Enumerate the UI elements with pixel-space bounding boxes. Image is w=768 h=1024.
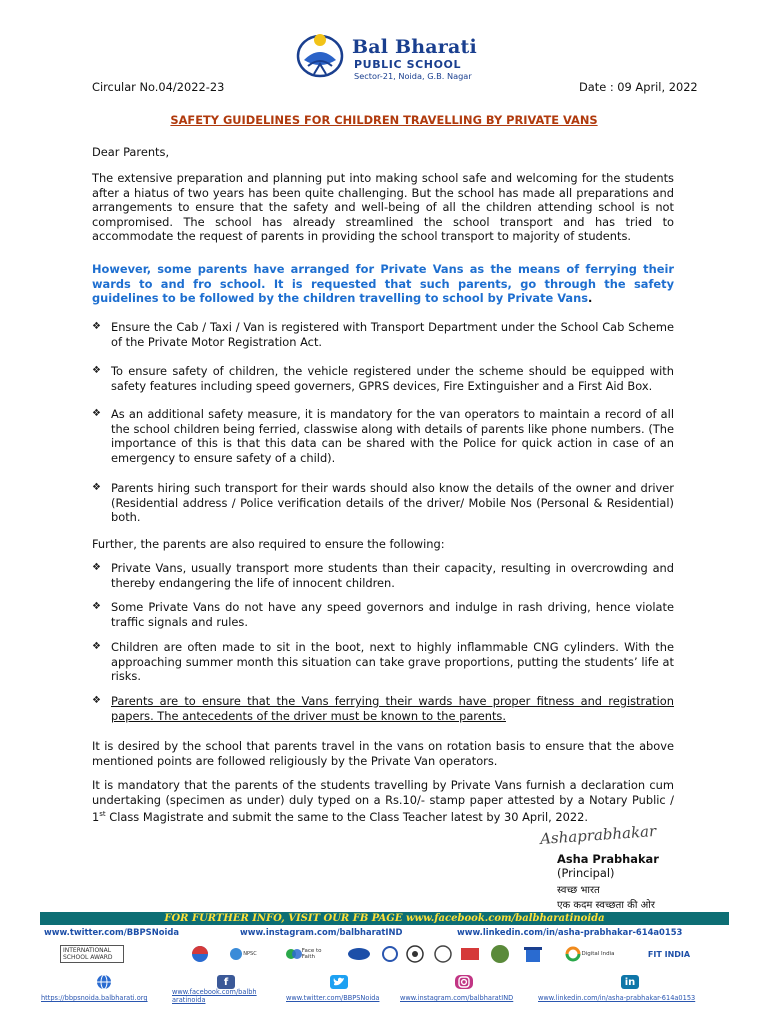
partner-logo — [458, 943, 482, 965]
website-link[interactable]: https://bbpsnoida.balbharati.org — [41, 994, 148, 1002]
instagram-link[interactable]: www.instagram.com/balbharatIND — [240, 927, 403, 937]
bullet-icon: ❖ — [92, 408, 101, 419]
bullet-icon: ❖ — [92, 365, 101, 376]
principal-role: (Principal) — [557, 866, 615, 880]
international-school-award-logo — [60, 943, 124, 965]
bullet-icon: ❖ — [92, 482, 101, 493]
school-name: Bal Bharati — [352, 36, 477, 58]
bullet-text: As an additional safety measure, it is mandatory for the van operators to maintain a record of all the school children being ferried, classwise along with details of parents like phone numbers. (The importance of this is that this data can be shared with the Police for quick action in case of an emergency to ensure safety of a child). — [111, 407, 674, 465]
instagram-icon[interactable] — [455, 975, 473, 989]
linkedin-bottom-link[interactable]: www.linkedin.com/in/asha-prabhakar-614a0153 — [538, 994, 696, 1002]
bin-icon — [522, 945, 544, 963]
bullet-icon: ❖ — [92, 601, 101, 612]
oval-badge-icon — [347, 947, 371, 961]
circular-number: Circular No.04/2022-23 — [92, 80, 225, 94]
circular-date: Date : 09 April, 2022 — [579, 80, 698, 94]
linkedin-link[interactable]: www.linkedin.com/in/asha-prabhakar-614a0153 — [457, 927, 683, 937]
highlight-paragraph — [92, 262, 674, 306]
fit-india-logo: FIT INDIA — [647, 949, 691, 959]
partner-logo — [380, 943, 400, 965]
school-subtitle: PUBLIC SCHOOL — [354, 58, 462, 71]
bullet-icon: ❖ — [92, 641, 101, 652]
bullet-text: Private Vans, usually transport more students than their capacity, resulting in overcrowding and thereby endangering the life of innocent children. — [111, 561, 674, 590]
digital-india-text: Digital India — [581, 951, 615, 957]
partner-logo — [404, 943, 426, 965]
globe-icon[interactable] — [95, 974, 113, 994]
bullet-text: To ensure safety of children, the vehicle registered under the scheme should be equipped with safety features including speed governers, GPRS devices, Fire Extinguisher and a First Aid Box. — [111, 364, 674, 393]
facebook-link[interactable]: www.facebook.com/balbh aratinoida — [172, 988, 257, 1004]
banner-badge-icon — [460, 945, 480, 963]
npsc-logo-text: NPSC — [243, 951, 257, 957]
mandatory-text-end: Class Magistrate and submit the same to the Class Teacher latest by 30 April, 2022. — [105, 809, 588, 824]
highlight-text: However, some parents have arranged for Private Vans as the means of ferrying their wards to and fro school. It is requested that such parents, go through the safety guidelines to be followed by the children travelling to school by Private Vans — [92, 262, 674, 306]
swachhata-slogan: एक कदम स्वच्छता की ओर — [557, 900, 655, 911]
bullet-text: Children are often made to sit in the boot, next to highly inflammable CNG cylinders. With the approaching summer month this situation can take grave proportions, putting the students’ life at risks. — [111, 640, 674, 684]
twitter-icon[interactable] — [330, 975, 348, 989]
round-badge-icon — [382, 946, 398, 962]
list-item — [92, 481, 674, 525]
school-address: Sector-21, Noida, G.B. Nagar — [354, 71, 472, 81]
list-item — [92, 364, 674, 393]
ordinal-suffix: st — [99, 810, 106, 819]
facebook-icon[interactable]: f — [217, 975, 235, 989]
mandatory-paragraph — [92, 778, 674, 825]
list-item — [92, 407, 674, 465]
npsc-emblem-icon — [229, 947, 243, 961]
korea-emblem-icon — [191, 945, 209, 963]
partner-logo — [432, 943, 454, 965]
twitter-link[interactable]: www.twitter.com/BBPSNoida — [44, 927, 179, 937]
twitter-bottom-link[interactable]: www.twitter.com/BBPSNoida — [286, 994, 380, 1002]
linkedin-icon[interactable]: in — [621, 975, 639, 989]
swachh-bharat-text: स्वच्छ भारत — [557, 885, 600, 896]
document-title: SAFETY GUIDELINES FOR CHILDREN TRAVELLING BY PRIVATE VANS — [170, 113, 598, 127]
list-item — [92, 561, 674, 590]
crest-icon — [490, 944, 510, 964]
digital-india-logo — [560, 943, 620, 965]
instagram-bottom-link[interactable]: www.instagram.com/balbharatIND — [400, 994, 514, 1002]
bullet-icon: ❖ — [92, 695, 101, 706]
list-item — [92, 600, 674, 629]
further-text: Further, the parents are also required to ensure the following: — [92, 537, 445, 551]
partner-logo — [520, 943, 546, 965]
partner-logo — [346, 943, 372, 965]
face-to-faith-icon — [286, 947, 302, 961]
seal-icon — [434, 945, 452, 963]
award-logo-text: INTERNATIONAL SCHOOL AWARD — [60, 945, 124, 963]
bullet-text: Ensure the Cab / Taxi / Van is registered with Transport Department under the School Cab Scheme of the Private Motor Registration Act. — [111, 320, 674, 349]
highlight-end: . — [588, 291, 593, 306]
bullet-icon: ❖ — [92, 321, 101, 332]
partner-logo — [488, 943, 512, 965]
mandatory-text: It is mandatory that the parents of the students travelling by Private Vans furnish a declaration cum undertaking (specimen as under) duly typed on a Rs.10/- stamp paper attested by a Notary Public / 1 — [92, 778, 674, 824]
school-emblem-icon — [294, 30, 350, 80]
list-item — [92, 640, 674, 684]
principal-signature: Ashaprabhakar — [539, 821, 657, 849]
npsc-logo — [226, 943, 260, 965]
list-item — [92, 694, 674, 723]
partner-logo — [182, 943, 218, 965]
bullet-text: Parents are to ensure that the Vans ferrying their wards have proper fitness and registration papers. The antecedents of the driver must be known to the parents. — [111, 694, 674, 723]
face-to-faith-logo — [286, 943, 336, 965]
seal-icon — [406, 945, 424, 963]
principal-name: Asha Prabhakar — [557, 852, 659, 866]
bullet-text: Parents hiring such transport for their wards should also know the details of the owner and driver (Residential address / Police verification details of the driver/ Mobile Nos (Personal & Residential) both. — [111, 481, 674, 525]
rotation-paragraph: It is desired by the school that parents travel in the vans on rotation basis to ensure that the above mentioned points are followed religiously by the Private Van operators. — [92, 739, 674, 768]
list-item — [92, 320, 674, 349]
bullet-icon: ❖ — [92, 562, 101, 573]
footer-banner-text[interactable]: FOR FURTHER INFO, VISIT OUR FB PAGE www.facebook.com/balbharatinoida — [164, 913, 605, 924]
digital-india-icon — [565, 946, 581, 962]
intro-paragraph: The extensive preparation and planning put into making school safe and welcoming for the students after a hiatus of two years has been quite challenging. But the school has made all preparations and arrangements to ensure that the safety and well-being of all the children attending school is not compromised. The school has already streamlined the school transport and has tried to accommodate the request of parents in providing the school transport to majority of students. — [92, 171, 674, 244]
bullet-text: Some Private Vans do not have any speed governors and indulge in rash driving, hence violate traffic signals and rules. — [111, 600, 674, 629]
salutation: Dear Parents, — [92, 145, 170, 159]
face-to-faith-text: Face to Faith — [301, 948, 322, 960]
